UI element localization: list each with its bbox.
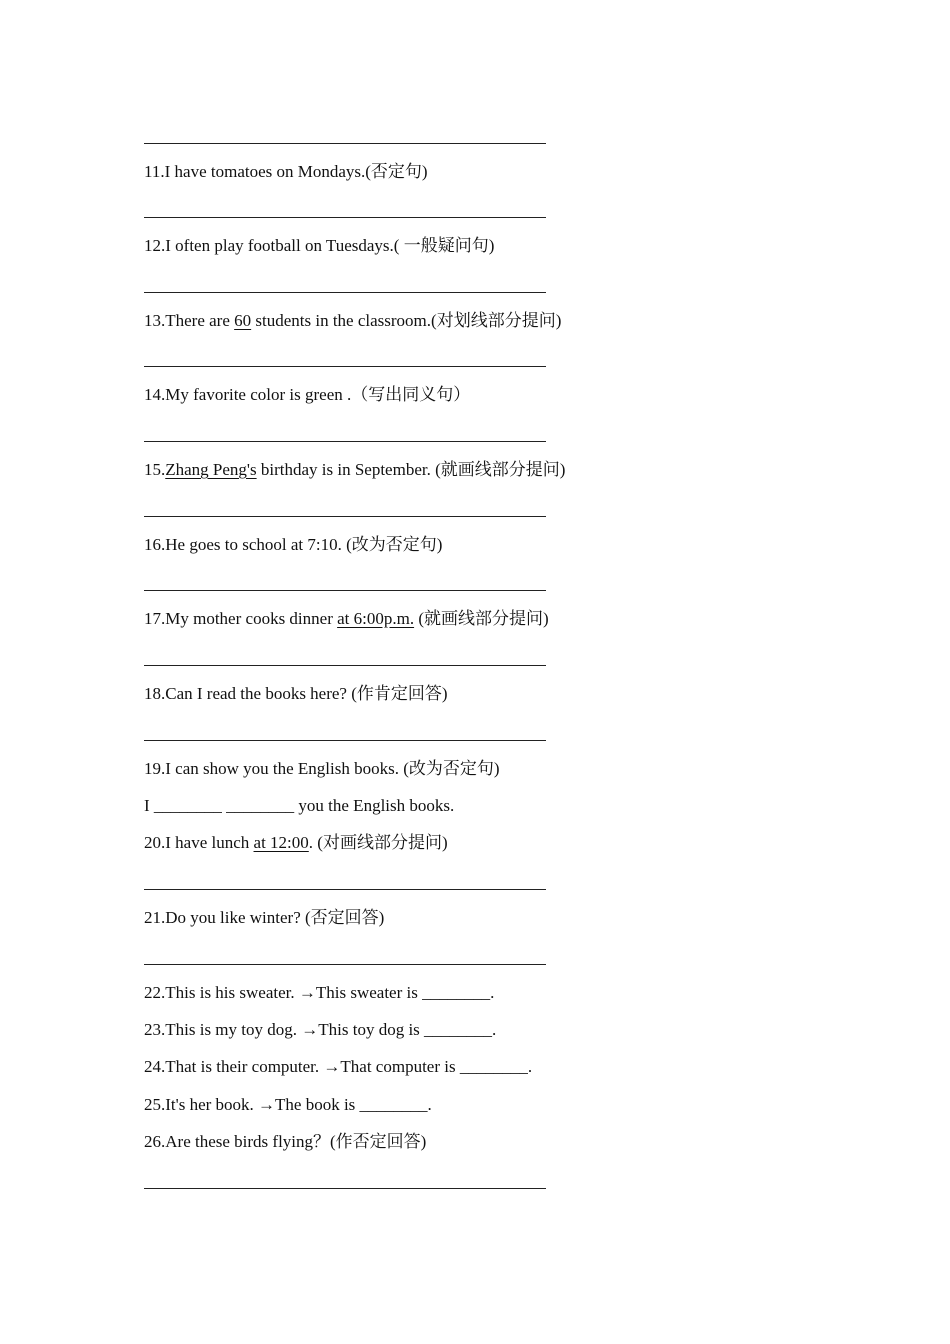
question-11: 11.I have tomatoes on Mondays.(否定句) (144, 162, 428, 181)
question-22: 22.This is his sweater. →This sweater is ________. (144, 983, 495, 1002)
question-20: 20.I have lunch at 12:00. (对画线部分提问) (144, 833, 448, 852)
question-17: 17.My mother cooks dinner at 6:00p.m. (就画线部分提问) (144, 609, 549, 628)
question-19: 19.I can show you the English books. (改为否定句) (144, 759, 500, 778)
question-14: 14.My favorite color is green .（写出同义句） (144, 385, 471, 404)
answer-line (144, 292, 546, 293)
question-16: 16.He goes to school at 7:10. (改为否定句) (144, 535, 443, 554)
underlined-part: Zhang Peng's (165, 460, 257, 479)
answer-line (144, 366, 546, 367)
answer-line (144, 590, 546, 591)
answer-line (144, 516, 546, 517)
answer-line (144, 1188, 546, 1189)
question-25: 25.It's her book. →The book is ________. (144, 1095, 432, 1114)
answer-line (144, 441, 546, 442)
underlined-part: 60 (234, 311, 252, 330)
question-18: 18.Can I read the books here? (作肯定回答) (144, 684, 448, 703)
question-26: 26.Are these birds flying？(作否定回答) (144, 1132, 427, 1151)
question-12: 12.I often play football on Tuesdays.( 一般疑问句) (144, 236, 495, 255)
question-13: 13.There are 60 students in the classroom.(对划线部分提问) (144, 311, 562, 330)
answer-line (144, 964, 546, 965)
question-19-blank-sentence: I ________ ________ you the English books. (144, 796, 455, 815)
question-24: 24.That is their computer. →That computer is ________. (144, 1057, 533, 1076)
underlined-part: at 12:00 (253, 833, 309, 852)
answer-line (144, 740, 546, 741)
answer-line (144, 889, 546, 890)
question-23: 23.This is my toy dog. →This toy dog is ________. (144, 1020, 497, 1039)
answer-line (144, 665, 546, 666)
answer-line (144, 143, 546, 144)
question-21: 21.Do you like winter? (否定回答) (144, 908, 385, 927)
underlined-part: at 6:00p.m. (337, 609, 415, 628)
question-15: 15.Zhang Peng's birthday is in September. (就画线部分提问) (144, 460, 566, 479)
answer-line (144, 217, 546, 218)
